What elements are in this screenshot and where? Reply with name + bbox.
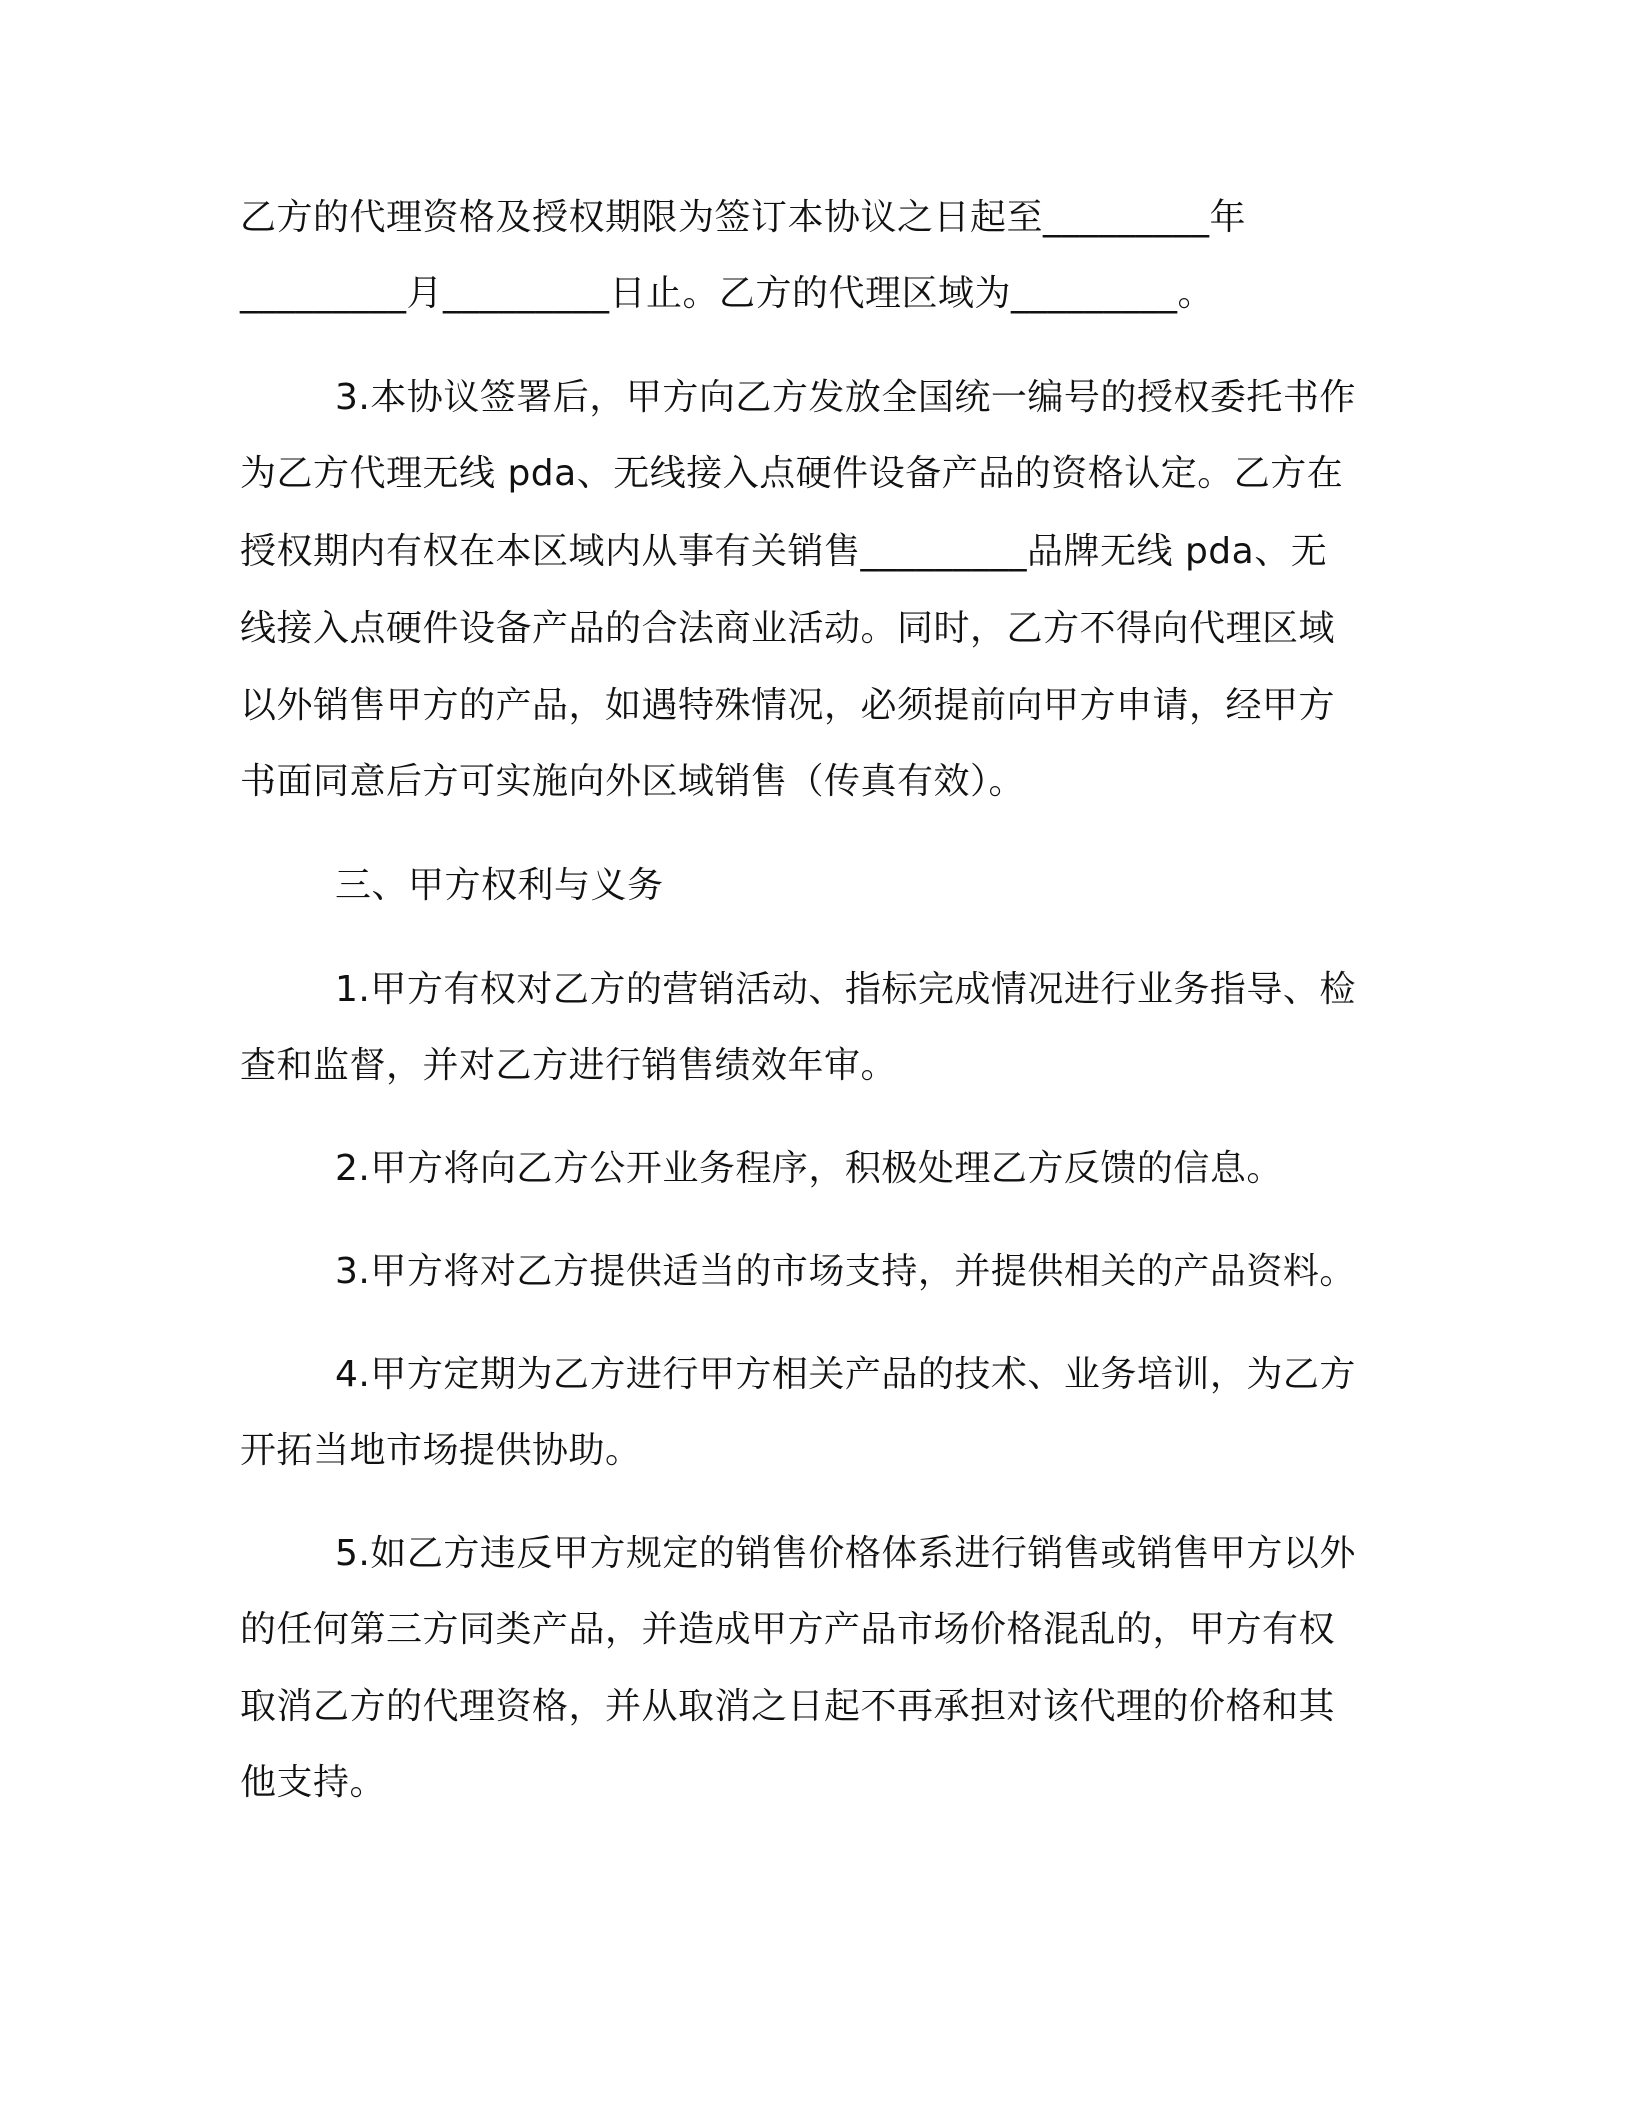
paragraph-start-line: 3.甲方将对乙方提供适当的市场支持，并提供相关的产品资料。 [335, 1251, 1356, 1292]
text-line: 取消乙方的代理资格，并从取消之日起不再承担对该代理的价格和其 [240, 1686, 1336, 1727]
paragraph-start-line: 1.甲方有权对乙方的营销活动、指标完成情况进行业务指导、检 [335, 969, 1356, 1010]
text-line: 为乙方代理无线 pda、无线接入点硬件设备产品的资格认定。乙方在 [240, 453, 1344, 494]
text-line: 的任何第三方同类产品，并造成甲方产品市场价格混乱的，甲方有权 [240, 1609, 1336, 1650]
text-line: 乙方的代理资格及授权期限为签订本协议之日起至_________年 [240, 197, 1247, 238]
paragraph-start-line: 4.甲方定期为乙方进行甲方相关产品的技术、业务培训，为乙方 [335, 1354, 1356, 1395]
text-line: 以外销售甲方的产品，如遇特殊情况，必须提前向甲方申请，经甲方 [240, 685, 1336, 726]
text-line: 书面同意后方可实施向外区域销售（传真有效）。 [240, 761, 1026, 802]
text-line: 他支持。 [240, 1762, 387, 1803]
paragraph-start-line: 5.如乙方违反甲方规定的销售价格体系进行销售或销售甲方以外 [335, 1533, 1356, 1574]
text-line: 开拓当地市场提供协助。 [240, 1430, 642, 1471]
text-line: 授权期内有权在本区域内从事有关销售_________品牌无线 pda、无 [240, 531, 1328, 572]
section-heading: 三、甲方权利与义务 [335, 865, 664, 906]
paragraph-start-line: 3.本协议签署后，甲方向乙方发放全国统一编号的授权委托书作 [335, 377, 1356, 418]
text-line: 线接入点硬件设备产品的合法商业活动。同时，乙方不得向代理区域 [240, 608, 1336, 649]
text-line: _________月_________日止。乙方的代理区域为_________。 [240, 273, 1215, 314]
paragraph-start-line: 2.甲方将向乙方公开业务程序，积极处理乙方反馈的信息。 [335, 1148, 1283, 1189]
text-line: 查和监督，并对乙方进行销售绩效年审。 [240, 1045, 898, 1086]
